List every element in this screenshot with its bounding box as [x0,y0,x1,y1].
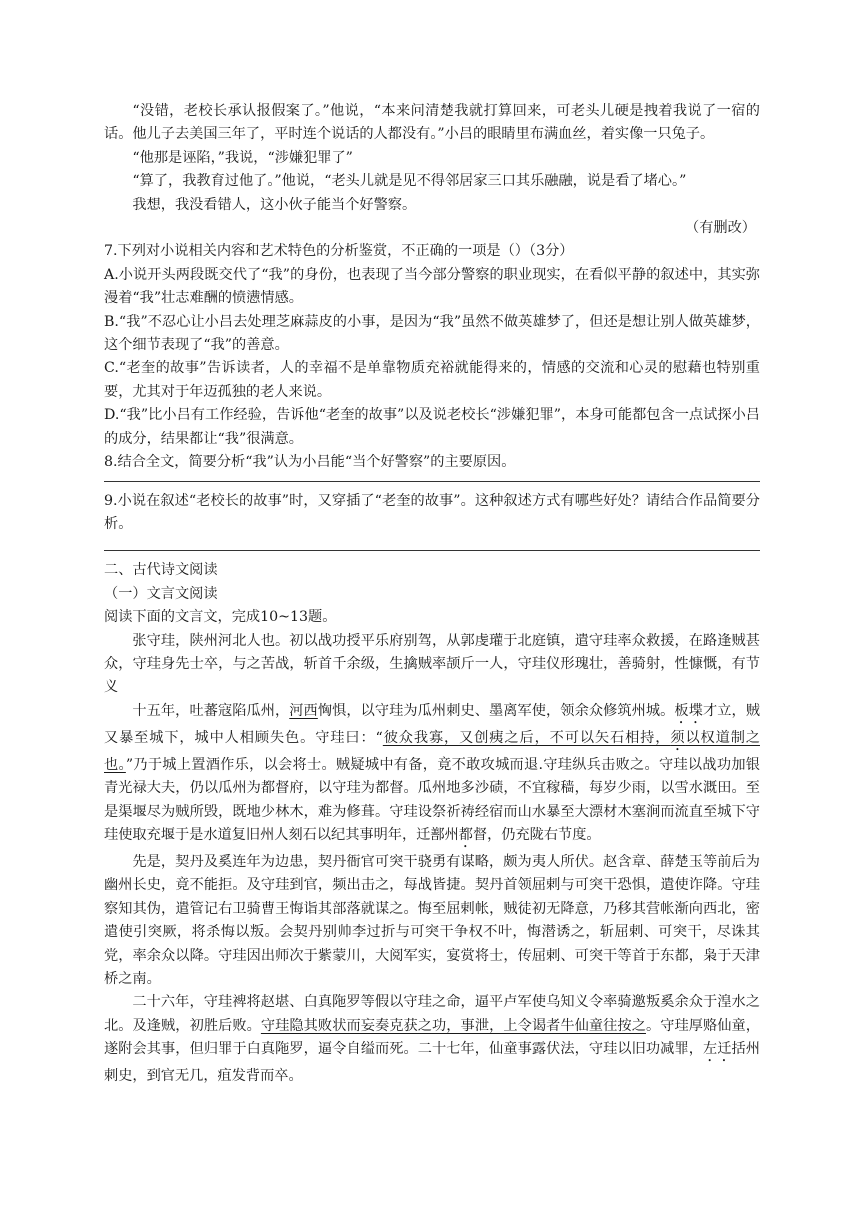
edit-note: （有删改） [685,220,756,237]
underlined-sentence: 守珪隐其败状而妄奏克获之功，事泄，上令谒者牛仙童往按之 [260,1017,646,1034]
classical-paragraph: 二十六年，守珪裨将赵堪、白真陁罗等假以守珪之命，逼平卢军使乌知义令率骑邀叛奚余众于湟水之北。及逢贼，初胜后败。守珪隐其败状而妄奏克获之功，事泄，上令谒者牛仙童往按之。守珪厚赂仙童，遂附会其事，但归罪于白真陁罗，逼令自缢而死。二十七年，仙童事露伏法，守珪以旧功减罪，左迁括州刺史，到官无几，疽发背而卒。 [104,994,760,1085]
answer-line [104,481,760,482]
dotted-term: 迁 [717,1041,732,1058]
question-8: 8.结合全文，简要分析“我”认为小吕能“当个好警察”的主要原因。 [104,454,516,471]
dotted-term: 堞 [688,702,703,719]
option-a: A.小说开头两段既交代了“我”的身份，也表现了当今部分警察的职业现实，在看似平静的叙述中，其实弥漫着“我”壮志难酬的愤懑情感。 [104,266,760,307]
classical-paragraph: 张守珪，陕州河北人也。初以战功授平乐府别驾，从郭虔瓘于北庭镇，遣守珪率众救援，在路逢贼甚众，守珪身先士卒，与之苦战，斩首千余级，生擒贼率颉斤一人，守珪仪形瑰壮，善骑射，性慷慨，有节义 [104,632,760,696]
section-heading: 二、古代诗文阅读 [104,562,218,579]
dotted-term: 都 [458,826,473,843]
instruction: 阅读下面的文言文，完成10~13题。 [104,609,337,626]
dotted-term: 须 [670,729,686,746]
subsection-heading: （一）文言文阅读 [104,585,218,602]
story-paragraph: “算了，我教育过他了。”他说，“老头儿就是见不得邻居家三口其乐融融，说是看了堵心。” [132,173,687,190]
underlined-term: 河西 [289,702,318,719]
story-paragraph: “没错，老校长承认报假案了。”他说，“本来问清楚我就打算回来，可老头儿硬是拽着我说了一宿的话。他儿子去美国三年了，平时连个说话的人都没有。”小吕的眼睛里布满血丝，着实像一只兔子。 [104,103,760,143]
question-9: 9.小说在叙述“老校长的故事”时，又穿插了“老奎的故事”。这种叙述方式有哪些好处？请结合作品简要分析。 [104,492,760,532]
classical-paragraph: 先是，契丹及奚连年为边患，契丹衙官可突干骁勇有谋略，颇为夷人所伏。赵含章、薛楚玉等前后为幽州长史，竟不能拒。及守珪到官，频出击之，每战皆捷。契丹首领屈剌与可突干恐惧，遣使诈降。守珪察知其伪，遣管记右卫骑曹王悔诣其部落就谋之。悔至屈剌帐，贼徒初无降意，乃移其营帐渐向西北，密遣使引突厥，将杀悔以叛。会契丹别帅李过折与可突干争权不叶，悔潜诱之，斩屈剌、可突干，尽诛其党，率余众以降。守珪因出师次于紫蒙川，大阅军实，宴赏将士，传屈剌、可突干等首于东都，枭于天津桥之南。 [104,853,760,987]
question-7: 7.下列对小说相关内容和艺术特色的分析鉴赏，不正确的一项是（）（3分） [104,243,574,260]
document-page [104,100,760,1089]
dotted-term: 板 [674,702,689,719]
option-b: B.“我”不忍心让小吕去处理芝麻蒜皮的小事，是因为“我”虽然不做英雄梦了，但还是想让别人做英雄梦，这个细节表现了“我”的善意。 [104,313,760,354]
story-paragraph: “他那是诬陷，”我说，“涉嫌犯罪了” [132,149,353,166]
answer-line [104,550,760,551]
option-c: C.“老奎的故事”告诉读者，人的幸福不是单靠物质充裕就能得来的，情感的交流和心灵的慰藉也特别重要，尤其对于年迈孤独的老人来说。 [104,360,760,400]
dotted-term: 左 [702,1041,718,1058]
story-paragraph: 我想，我没看错人，这小伙子能当个好警察。 [132,196,417,213]
classical-paragraph: 十五年，吐蕃寇陷瓜州，河西恟惧，以守珪为瓜州刺史、墨离军使，领余众修筑州城。板堞才立，贼又暴至城下，城中人相顾失色。守珪曰：“彼众我寡，又创痍之后，不可以矢石相持，须以权道制之也。”乃于城上置酒作乐，以会将士。贼疑城中有备，竟不敢攻城而退.守珪纵兵击败之。守珪以战功加银青光禄大夫，仍以瓜州为都督府，以守珪为都督。瓜州地多沙碛，不宜稼穑，每岁少雨，以雪水溉田。至是渠堰尽为贼所毁，既地少林木，难为修葺。守珪设祭祈祷经宿而山水暴至大漂材木塞涧而流直至城下守珪使取充堰于是水道复旧州人刻石以纪其事明年，迁鄯州都督，仍充陇右节度。 [104,702,760,843]
option-d: D.“我”比小吕有工作经验，告诉他“老奎的故事”以及说老校长“涉嫌犯罪”，本身可能都包含一点试探小吕的成分，结果都让“我”很满意。 [104,407,760,447]
underlined-sentence: 彼众我寡，又创痍之后，不可以矢石相持，须以权道制之也。 [104,729,760,773]
